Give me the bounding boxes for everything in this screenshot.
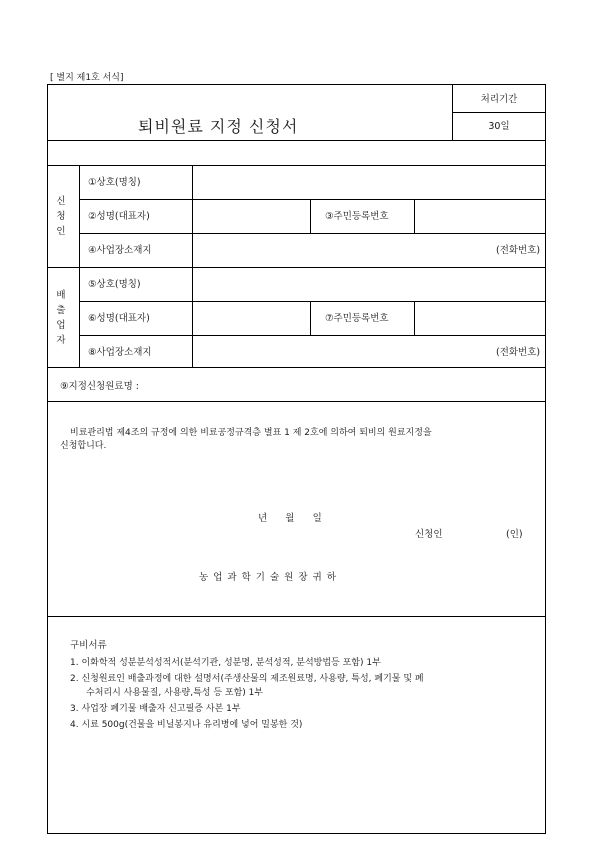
signer-seal: (인): [506, 529, 523, 540]
applicant-company-label: ①상호(명칭): [88, 177, 141, 188]
applicant-resident-label: ③주민등록번호: [325, 211, 389, 222]
emitter-resident-field[interactable]: [415, 302, 545, 335]
document-item: 3. 사업장 폐기물 배출자 신고필증 사본 1부: [70, 704, 241, 714]
signer-label: 신청인: [415, 529, 443, 540]
emitter-phone-label: (전화번호): [496, 347, 541, 358]
date-line: 년 월 일: [258, 513, 322, 524]
applicant-company-field[interactable]: [193, 166, 545, 199]
document-item: 수처리시 사용물질, 사용량,특성 등 포함) 1부: [86, 688, 264, 698]
emitter-name-field[interactable]: [193, 302, 310, 335]
emitter-address-field[interactable]: [193, 336, 493, 367]
form-title: 퇴비원료 지정 신청서: [138, 117, 299, 136]
processing-value: 30일: [488, 121, 510, 132]
applicant-name-label: ②성명(대표자): [88, 211, 150, 222]
addressee: 농 업 과 학 기 술 원 장 귀 하: [199, 572, 337, 583]
material-field[interactable]: [160, 368, 545, 401]
emitter-side-char: 업: [56, 320, 66, 331]
document-item: 4. 시료 500g(건물을 비닐봉지나 유리병에 넣어 밀봉한 것): [70, 720, 303, 730]
emitter-side-label: [55, 288, 67, 348]
emitter-side-char: 출: [56, 305, 66, 316]
document-item: 1. 이화학적 성분분석성적서(분석기관, 성분명, 분석성적, 분석방법등 포함) 1부: [70, 658, 381, 668]
applicant-name-field[interactable]: [193, 200, 310, 233]
material-label: ⑨지정신청원료명 :: [60, 381, 139, 392]
applicant-side-char: 신: [56, 196, 66, 207]
emitter-company-field[interactable]: [193, 268, 545, 301]
applicant-address-label: ④사업장소재지: [88, 245, 152, 256]
statement-line-1: 비료관리법 제4조의 규정에 의한 비료공정규격층 별표 1 제 2호에 의하여 퇴비의 원료지정을: [70, 428, 432, 438]
emitter-address-label: ⑧사업장소재지: [88, 347, 152, 358]
processing-label: 처리기간: [480, 94, 518, 105]
applicant-address-field[interactable]: [193, 234, 493, 267]
statement-line-2: 신청합니다.: [60, 441, 107, 451]
applicant-resident-field[interactable]: [415, 200, 545, 233]
emitter-name-label: ⑥성명(대표자): [88, 313, 150, 324]
emitter-resident-label: ⑦주민등록번호: [325, 313, 389, 324]
form-label: [ 별지 제1호 서식]: [50, 73, 124, 83]
applicant-side-label: [55, 194, 67, 239]
applicant-phone-label: (전화번호): [496, 245, 541, 256]
emitter-company-label: ⑤상호(명칭): [88, 279, 141, 290]
applicant-side-char: 청: [56, 211, 66, 222]
documents-heading: 구비서류: [70, 640, 107, 651]
emitter-side-char: 배: [56, 290, 66, 301]
applicant-side-char: 인: [56, 226, 66, 237]
emitter-side-char: 자: [56, 335, 66, 346]
document-item: 2. 신청원료인 배출과정에 대한 설명서(주생산물의 제조원료명, 사용량, 특성, 폐기물 및 폐: [70, 674, 424, 684]
